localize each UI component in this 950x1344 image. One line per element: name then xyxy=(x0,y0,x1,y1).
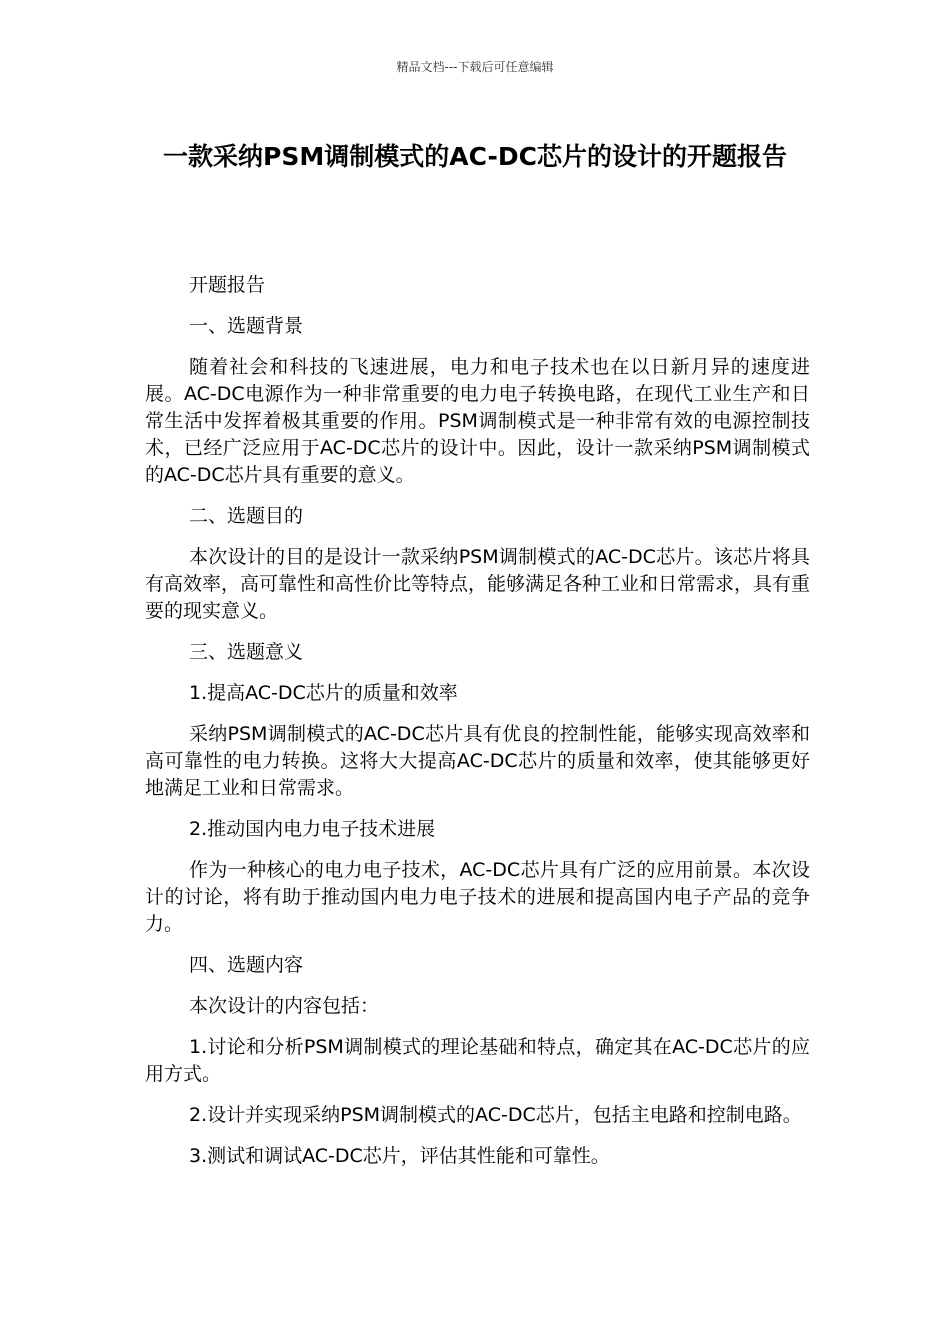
header-note: 精品文档---下载后可任意编辑 xyxy=(396,60,554,74)
document-title: 一款采纳PSM调制模式的AC-DC芯片的设计的开题报告 xyxy=(163,142,787,171)
list-item: 1.讨论和分析PSM调制模式的理论基础和特点，确定其在AC-DC芯片的应用方式。 xyxy=(145,1036,810,1085)
paragraph: 采纳PSM调制模式的AC-DC芯片具有优良的控制性能，能够实现高效率和高可靠性的电力转换。这将大大提高AC-DC芯片的质量和效率，使其能够更好地满足工业和日常需求。 xyxy=(145,723,810,799)
section-heading: 三、选题意义 xyxy=(189,641,304,663)
paragraph: 本次设计的内容包括： xyxy=(189,995,380,1017)
subheading: 1.提高AC-DC芯片的质量和效率 xyxy=(189,682,458,704)
list-item: 3.测试和调试AC-DC芯片，评估其性能和可靠性。 xyxy=(189,1145,610,1167)
section-heading: 一、选题背景 xyxy=(189,315,304,337)
subheading: 2.推动国内电力电子技术进展 xyxy=(189,818,436,840)
section-heading: 四、选题内容 xyxy=(189,954,304,976)
paragraph: 作为一种核心的电力电子技术，AC-DC芯片具有广泛的应用前景。本次设计的讨论，将有助于推动国内电力电子技术的进展和提高国内电子产品的竞争力。 xyxy=(145,859,810,935)
paragraph: 本次设计的目的是设计一款采纳PSM调制模式的AC-DC芯片。该芯片将具有高效率，高可靠性和高性价比等特点，能够满足各种工业和日常需求，具有重要的现实意义。 xyxy=(145,546,811,622)
paragraph: 随着社会和科技的飞速进展，电力和电子技术也在以日新月异的速度进展。AC-DC电源作为一种非常重要的电力电子转换电路，在现代工业生产和日常生活中发挥着极其重要的作用。PSM调制模式是一种非常有效的电源控制技术，已经广泛应用于AC-DC芯片的设计中。因此，设计一款采纳PSM调制模式的AC-DC芯片具有重要的意义。 xyxy=(145,356,810,486)
document-body xyxy=(145,272,810,1184)
list-item: 2.设计并实现采纳PSM调制模式的AC-DC芯片，包括主电路和控制电路。 xyxy=(189,1104,802,1126)
section-heading: 二、选题目的 xyxy=(189,505,304,527)
section-label: 开题报告 xyxy=(189,274,266,296)
